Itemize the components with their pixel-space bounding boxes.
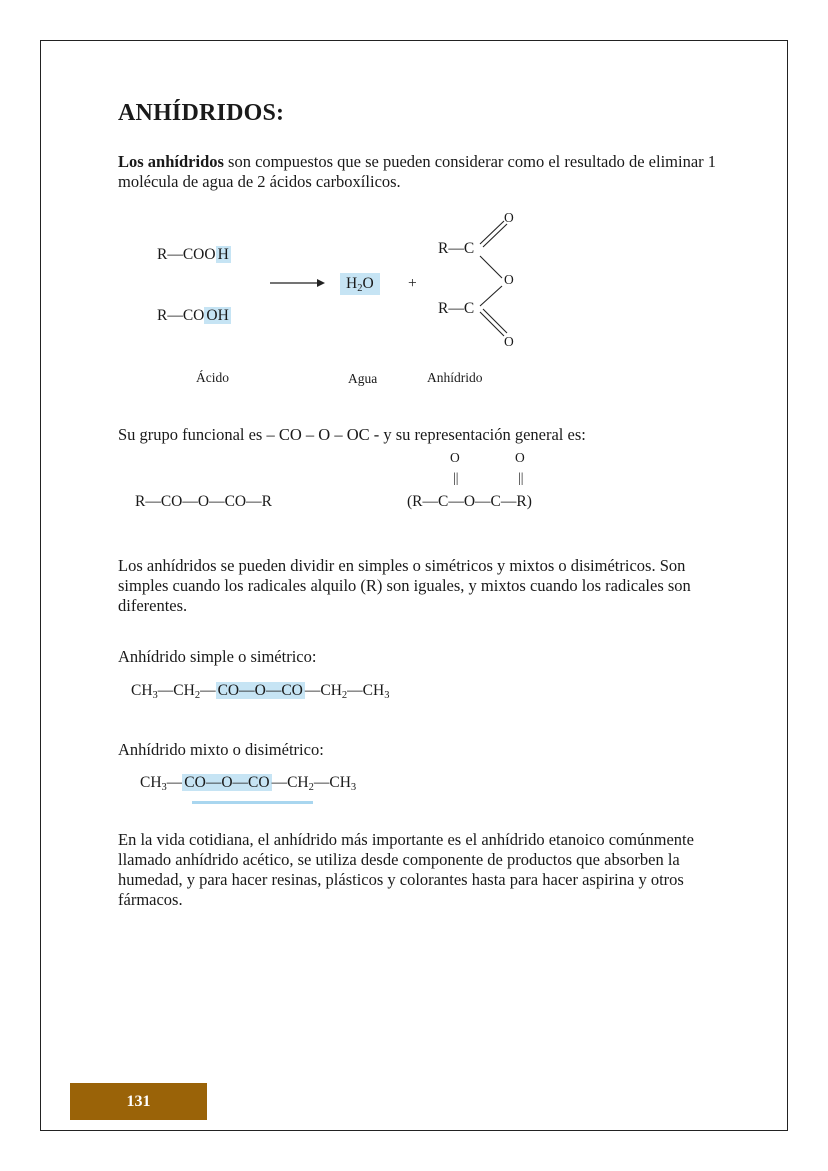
- mixed-highlight-underline: [192, 801, 313, 804]
- label-acid: Ácido: [196, 370, 229, 385]
- general-o-2: O: [515, 450, 525, 465]
- label-anhydride: Anhídrido: [427, 370, 483, 385]
- classification-paragraph: Los anhídridos se pueden dividir en simples o simétricos y mixtos o disimétricos. Son simples cuando los radicales alquilo (R) son iguales, y mixtos cuando los radicales son diferentes.: [118, 556, 691, 615]
- water-formula: $H_2O$: [340, 273, 380, 295]
- anhydride-o-bridge: O: [504, 272, 514, 287]
- reaction-arrow-icon: [268, 276, 328, 290]
- anhydride-bonds-icon: [470, 214, 515, 346]
- acid-1-formula: R—COO H: [157, 246, 229, 263]
- closing-paragraph: En la vida cotidiana, el anhídrido más importante es el anhídrido etanoico comúnmente llamado anhídrido acético, se utiliza desde componente de productos que absorben la humedad, y para hacer resinas, plásticos y colorantes hasta para hacer aspirina y otros fármacos.: [118, 830, 694, 909]
- anhydride-o-bottom: O: [504, 334, 514, 349]
- acid-2-formula: R—CO OH: [157, 307, 229, 324]
- simple-functional-group-highlight: CO—O—CO: [217, 682, 303, 699]
- intro-paragraph: [118, 152, 718, 192]
- plus-sign: +: [408, 275, 417, 292]
- simple-heading: Anhídrido simple o simétrico:: [118, 647, 317, 666]
- intro-bold-term: Los anhídridos: [118, 152, 224, 171]
- anhydride-r2: R—C: [438, 300, 475, 317]
- general-o-1: O: [450, 450, 460, 465]
- anhydride-o-top: O: [504, 210, 514, 225]
- general-double-bond-1: ||: [453, 470, 459, 485]
- page-number-badge: [70, 1083, 207, 1120]
- mixed-heading: Anhídrido mixto o disimétrico:: [118, 740, 324, 759]
- general-double-bond-2: ||: [518, 470, 524, 485]
- page-number: 131: [126, 1093, 151, 1110]
- general-structural-formula: (R—C—O—C—R): [407, 493, 532, 510]
- acid-1-highlight: H: [217, 246, 229, 263]
- functional-group-text: Su grupo funcional es – CO – O – OC - y su representación general es:: [118, 425, 586, 444]
- acid-2-highlight: OH: [206, 307, 229, 324]
- general-linear-formula: R—CO—O—CO—R: [135, 493, 272, 510]
- anhydride-r1: R—C: [438, 240, 475, 257]
- page-title: ANHÍDRIDOS:: [118, 100, 285, 126]
- label-water: Agua: [348, 371, 378, 386]
- simple-formula: $CH_3—CH_2—$ CO—O—CO $—CH_2—CH_3$: [131, 682, 390, 701]
- mixed-formula: $CH_3—$ CO—O—CO $—CH_2—CH_3$: [140, 774, 357, 793]
- mixed-functional-group-highlight: CO—O—CO: [184, 774, 270, 791]
- intro-text: son compuestos que se pueden considerar como el resultado de eliminar 1 molécula de agua de 2 ácidos carboxílicos.: [118, 152, 717, 191]
